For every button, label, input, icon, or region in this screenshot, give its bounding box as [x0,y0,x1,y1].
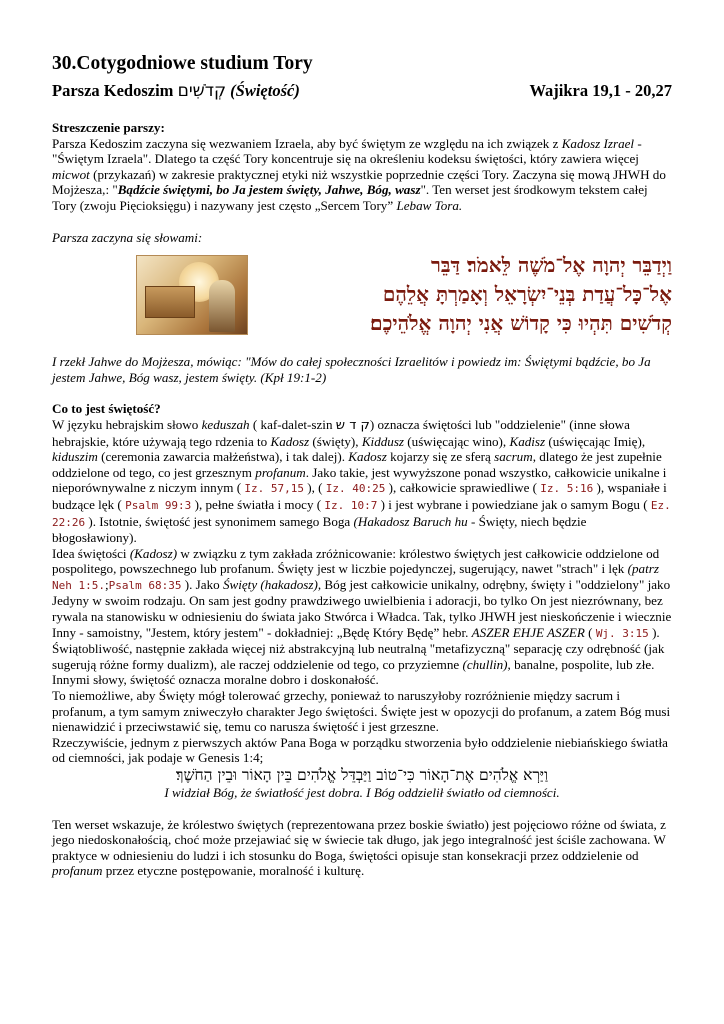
parsha-header [52,80,672,102]
text-run: ), ( [303,480,326,496]
genesis-translation: I widział Bóg, że światłość jest dobra. I Bóg oddzielił światło od ciemności. [164,785,560,800]
scripture-ref-link[interactable]: Neh 1:5. [52,578,105,592]
text-run: , dlatego że jest zupełnie oddzielone od tego, co jest grzesznym [52,449,662,480]
text-run: (święty), [309,433,362,449]
term: ASZER EHJE ASZER [471,624,585,640]
hebrew-verse-line: וַיְדַבֵּר יְהוָה אֶל־מֹשֶׁה לֵּאמֹר׃ דַּבֵּר [431,253,672,278]
scripture-ref-link[interactable]: Psalm 99:3 [125,498,192,512]
text-run: W języku hebrajskim słowo [52,416,202,432]
text-run: ). Jako [181,576,223,592]
document-title: 30.Cotygodniowe studium Tory [52,53,313,74]
scripture-ref-link[interactable]: Wj. 3:15 [595,626,649,640]
term-micwot: micwot [52,166,90,182]
text-run: banalne, pospolite, lub złe. Innymi słowy, świętość oznacza moralne dobro i doskonałość. [52,656,655,688]
text-run: ), całkowicie sprawiedliwe ( [385,480,541,496]
term: Kadisz [509,433,546,449]
text-run: (uświęcając Imię), [545,433,646,449]
hebrew-verse [262,251,672,338]
holiness-paragraph-5: Rzeczywiście, jednym z pierwszych aktów Pana Boga w porządku stworzenia było oddzielenie niebiańskiego światła od ciemności, jak podaje w Genesis 1:4; [52,734,668,766]
text-run: Ten werset wskazuje, że królestwo świętych (reprezentowana przez boskie światło) jest pojęciowo różne od świata, z jego niedoskonałością, choć może przejawiać się w świecie tak długo, jak jego integralność jest ściśle zachowana. W praktyce w odniesieniu do ludzi i ich stosunku do Boga, świętości opisuje stan konsekracji przez oddzielenie od [52,816,666,863]
term: (Hakadosz Baruch hu [353,513,468,529]
text-run: ". Ten werset jest środkowym tekstem całej Tory (zwoju Pięcioksięgu) i nazywany jest często „Sercem Tory” [52,182,648,213]
text-run: Parsza Kedoszim zaczyna się wezwaniem Izraela, aby być świętym ze względu na ich związek z [52,135,562,151]
text-run: (uświęcając wino), [404,433,510,449]
term: Kadosz [270,433,310,449]
opening-section [52,230,672,386]
term: Kadosz [348,449,387,465]
term: kiduszim [52,449,98,465]
closing-paragraph [52,817,672,879]
parsha-hebrew: קְדֹשִׁים [177,81,227,101]
term: profanum [255,464,306,480]
text-run: - "Świętym Izraela". Dlatego ta część Tory koncentruje się na określeniu kodeksu świętości, który zawiera więcej [52,135,642,167]
parsha-name [52,80,300,102]
term-kadosz-izrael: Kadosz Izrael [561,135,635,151]
term: sacrum [494,449,533,465]
verse-translation: I rzekł Jahwe do Mojżesza, mówiąc: "Mów do całej społeczności Izraelitów i powiedz im: Świętymi bądźcie, bo Ja jestem Jahwe, Bóg wasz, jestem święty. (Kpł 19:1-2) [52,354,651,385]
scripture-ref-link[interactable]: Iz. 57,15 [244,482,304,496]
scripture-ref-link[interactable]: Iz. 10:7 [324,498,378,512]
holiness-heading: Co to jest świętość? [52,401,161,417]
scripture-ref-link[interactable]: Iz. 5:16 [540,482,594,496]
term: (chullin), [462,656,511,672]
text-run: ( [584,624,596,640]
summary-heading: Streszczenie parszy: [52,120,165,135]
text-run: Idea świętości [52,545,130,561]
parsha-label: Parsza Kedoszim [52,81,174,100]
text-run: . Jako takie, jest wywyższone ponad wszystko, całkowicie unikalne i nieporównywalne z niczym innym ( [52,464,667,496]
holiness-paragraph-4: To niemożliwe, aby Święty mógł tolerować grzechy, ponieważ to naruszyłoby rozróżnienie między sacrum i profanum, a tym samym zniweczyło charakter Jego świętości. Święte jest w opozycji do profanum, a zatem Bóg musi nienawidzić i przeciwstawić się, temu co narusza świętość i jest grzeszne. [52,688,671,735]
holiness-paragraph-3 [52,641,672,688]
moses-figure-shape [209,280,235,332]
parsha-meaning: (Świętość) [230,81,300,100]
term: (Kadosz) [129,545,178,561]
summary-paragraph [52,136,672,214]
term: profanum [52,863,103,879]
closing-section [52,817,672,879]
text-run: ) oznacza świętości lub "oddzielenie" (inne słowa hebrajskie, które używają tego rdzenia to [52,416,630,449]
term-lebaw-tora: Lebaw Tora. [396,197,463,213]
moses-altar-illustration [136,255,248,335]
summary-section [52,120,672,214]
scripture-ref-link[interactable]: Iz. 40:25 [325,482,386,496]
text-run: ( kaf-dalet-szin [249,416,336,432]
holiness-section [52,401,672,800]
text-run: ). [648,624,660,640]
term: Święty (hakadosz), [222,576,322,592]
opening-figure [52,251,672,338]
opening-intro: Parsza zaczyna się słowami: [52,229,203,245]
term-keduszah: keduszah [201,416,250,432]
scripture-ref-link[interactable]: Psalm 68:35 [108,578,182,592]
torah-reference: Wajikra 19,1 - 20,27 [529,81,672,100]
document-page [52,52,672,879]
text-run: - Święty, niech będzie błogosławiony). [52,513,587,546]
text-run: ) i jest wybrane i powiedziane jak o samym Bogu ( [377,496,651,512]
holiness-paragraph-1 [52,417,672,546]
hebrew-root-letters: ק ד ש [335,417,370,433]
verse-quote: Bądźcie świętymi, bo Ja jestem święty, Jahwe, Bóg, wasz [117,182,421,198]
holiness-paragraph-2 [52,546,672,642]
text-run: (przykazań) w zakresie praktycznej etyki niż wszystkie poprzednie części Tory. Zaczyna się mową JHWH do Mojżesza,: " [52,166,666,198]
term: (patrz [627,561,659,577]
text-run: w związku z tym zakłada zróżnicowanie: królestwo świętych jest całkowicie oddzielone od pospolitego, powszechnego lub profanum. Święty jest w liczbie pojedynczej, sugerujący, nawet "strach" i lęk [52,545,660,577]
genesis-hebrew-verse: וַיַּרְא אֱלֹהִים אֶת־הָאוֹר כִּי־טוֹב וַיַּבְדֵּל אֱלֹהִים בֵּין הָאוֹר וּבֵין הַחֹשֶׁךְ׃ [175,766,549,784]
text-run: ), pełne światła i mocy ( [191,496,325,512]
term: Kiddusz [361,433,405,449]
text-run: Bóg jest całkowicie unikalny, odrębny, święty i "oddzielony" jako Jedyny w swoim rodzaju. On sam jest godny prawdziwego uwielbienia i adoracji, bo tylko On jest niezrównany, bez rywala na stanowisku w odniesieniu do świata jako Stwórca i Władca. Tak, tylko JHWH jest nieskończenie i wiecznie Inny - samoistny, "Jestem, który jestem" - dokładniej: „Będę Który Będę” hebr. [52,576,672,640]
text-run: przez etyczne postępowanie, moralność i kulturę. [102,863,365,879]
text-run: ). Istotnie, świętość jest synonimem samego Boga [85,513,354,529]
text-run: Świątobliwość, następnie zakłada więcej niż abstrakcyjną lub neutralną "metafizyczną" separację czy odrębność (jak sugerują różne formy dualizm), ale raczej oddzielenie od tego, co przyziemne [52,641,665,672]
hebrew-verse-line: אֶל־כָּל־עֲדַת בְּנֵי־יִשְׂרָאֵל וְאָמַרְתָּ אֲלֵהֶם [382,282,672,307]
text-run: (ceremonia zawarcia małżeństwa), i tak dalej). [97,449,349,465]
hebrew-verse-line: קְדֹשִׁים תִּהְיוּ כִּי קָדוֹשׁ אֲנִי יְהוָה אֱלֹהֵיכֶם׃ [370,311,672,336]
text-run: ; [104,576,109,592]
text-run: kojarzy się ze sferą [386,449,495,465]
scripture-ref-link[interactable]: Ez. 22:26 [52,498,671,529]
text-run: ), wspaniałe i budzące lęk ( [52,480,667,512]
altar-shape [145,286,195,318]
